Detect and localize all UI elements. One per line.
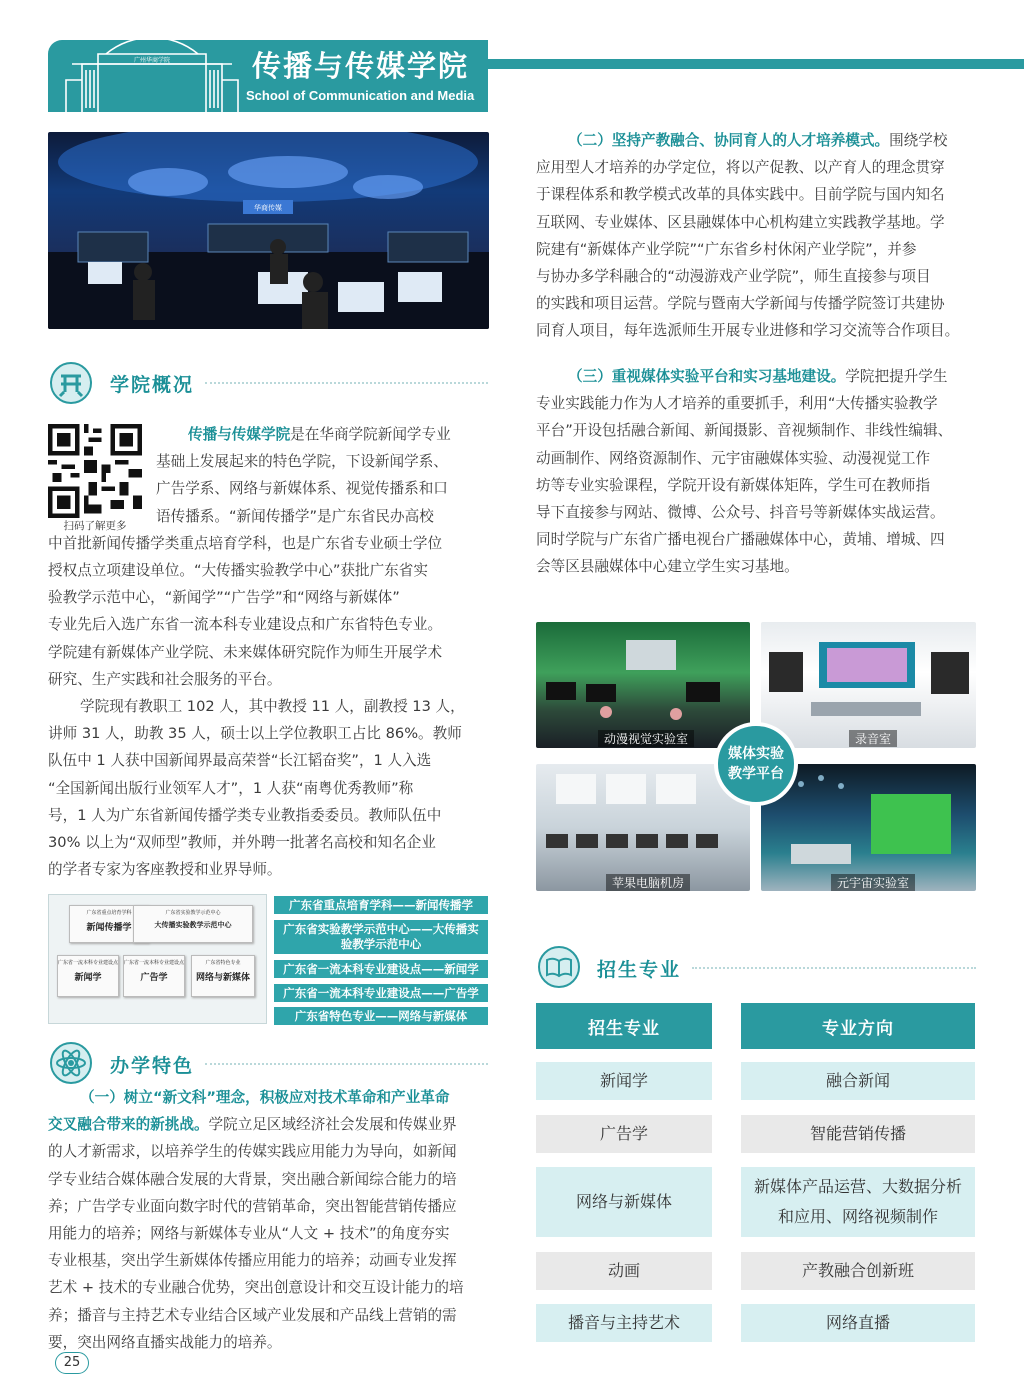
plaque-caption: 广东省特色专业 bbox=[205, 960, 241, 966]
text-line bbox=[48, 584, 489, 611]
majors-divider bbox=[692, 967, 976, 969]
major-cell: 新闻学 bbox=[536, 1062, 712, 1100]
plaques-photo bbox=[48, 894, 267, 1024]
plaque-caption: 广东省一流本科专业建设点 bbox=[124, 960, 185, 966]
overview-divider bbox=[205, 382, 488, 384]
major-cell: 网络与新媒体 bbox=[536, 1167, 712, 1237]
body-text: 与协办多学科融合的“动漫游戏产业学院”，师生直接参与项目 bbox=[536, 268, 931, 286]
text-line bbox=[536, 526, 976, 553]
text-line bbox=[48, 557, 489, 584]
plaque-title: 网络与新媒体 bbox=[195, 973, 250, 983]
media-center-photo bbox=[48, 132, 489, 329]
features-part3-text bbox=[536, 363, 976, 581]
majors-heading: 招生专业 bbox=[597, 959, 682, 981]
text-line bbox=[48, 720, 489, 747]
text-line bbox=[48, 856, 489, 883]
body-text: 互联网、专业媒体、区县融媒体中心机构建立实践教学基地。学 bbox=[536, 213, 945, 231]
body-text: 导下直接参与网站、微博、公众号、抖音号等新媒体实战运营。 bbox=[536, 504, 945, 522]
body-text: 专业实践能力作为人才培养的重要抓手，利用“大传播实验教学 bbox=[536, 395, 938, 413]
highlight-text: 交叉融合带来的新挑战。 bbox=[48, 1116, 209, 1134]
text-line bbox=[48, 1111, 489, 1138]
body-text: 学院立足区域经济社会发展和传媒业界 bbox=[208, 1116, 457, 1134]
features-part1-text bbox=[48, 1084, 489, 1356]
overview-section-icon bbox=[50, 362, 92, 404]
text-line bbox=[48, 530, 489, 557]
plaque-title: 新闻学 bbox=[74, 973, 102, 983]
text-line bbox=[48, 1274, 489, 1301]
body-text: 语传播系。“新闻传播学”是广东省民办高校 bbox=[156, 507, 434, 525]
text-line bbox=[536, 499, 976, 526]
body-text: 专业先后入选广东省一流本科专业建设点和广东省特色专业。 bbox=[48, 616, 443, 634]
body-text: 队伍中 1 人获中国新闻界最高荣誉“长江韬奋奖”，1 人入选 bbox=[48, 752, 432, 770]
text-line bbox=[48, 829, 489, 856]
text-line bbox=[48, 802, 489, 829]
plaque-caption: 广东省一流本科专业建设点 bbox=[58, 960, 119, 966]
direction-cell: 智能营销传播 bbox=[741, 1115, 975, 1153]
body-text: 院建有“新媒体产业学院”“广东省乡村休闲产业学院”，并参 bbox=[536, 240, 917, 258]
body-text: 应用型人才培养的办学定位，将以产促教、以产育人的理念贯穿 bbox=[536, 159, 945, 177]
body-text: 围绕学校 bbox=[889, 132, 948, 149]
features-section-icon bbox=[50, 1042, 92, 1084]
body-text: 专业根基，突出学生新媒体传播应用能力的培养；动画专业发挥 bbox=[48, 1252, 457, 1270]
body-text: 研究、生产实践和社会服务的平台。 bbox=[48, 670, 282, 688]
highlight-text: （三）重视媒体实验平台和实习基地建设。 bbox=[568, 368, 846, 385]
award-plaque bbox=[191, 955, 255, 997]
text-line bbox=[48, 1220, 489, 1247]
text-line bbox=[536, 317, 976, 344]
text-line bbox=[48, 503, 489, 530]
body-text: 中首批新闻传播学类重点培育学科，也是广东省专业硕士学位 bbox=[48, 534, 443, 552]
body-text: 号，1 人为广东省新闻传播学类专业教指委委员。教师队伍中 bbox=[48, 806, 442, 824]
room-photo-recording bbox=[761, 622, 976, 748]
body-text: 同育人项目，每年选派师生开展专业进修和学习交流等合作项目。 bbox=[536, 322, 960, 340]
major-cell: 播音与主持艺术 bbox=[536, 1304, 712, 1342]
text-line bbox=[48, 639, 489, 666]
text-line bbox=[48, 421, 489, 448]
text-line bbox=[48, 693, 489, 720]
plaque-caption: 广东省实验教学示范中心 bbox=[165, 910, 221, 916]
features-heading: 办学特色 bbox=[110, 1055, 195, 1077]
header-rule bbox=[480, 59, 1024, 69]
body-text: 艺术 + 技术的专业融合优势，突出创意设计和交互设计能力的培 bbox=[48, 1279, 464, 1297]
honor-tag: 广东省重点培育学科——新闻传播学 bbox=[274, 896, 488, 914]
body-text: 30% 以上为“双师型”教师，并外聘一批著名高校和知名企业 bbox=[48, 834, 436, 852]
highlight-text: （二）坚持产教融合、协同育人的人才培养模式。 bbox=[568, 132, 890, 149]
award-plaque bbox=[123, 955, 185, 997]
honor-tag: 广东省实验教学示范中心——大传播实验教学示范中心 bbox=[274, 920, 488, 954]
body-text: 养；广告学专业面向数字时代的营销革命，突出智能营销传播应 bbox=[48, 1197, 457, 1215]
room-label-recording: 录音室 bbox=[849, 730, 897, 747]
text-line bbox=[48, 1084, 489, 1111]
text-line bbox=[48, 611, 489, 638]
major-cell: 动画 bbox=[536, 1252, 712, 1290]
text-line bbox=[48, 1329, 489, 1356]
body-text: 的实践和项目运营。学院与暨南大学新闻与传播学院签订共建协 bbox=[536, 295, 945, 313]
room-label-animation: 动漫视觉实验室 bbox=[598, 730, 694, 747]
highlight-text: 传播与传媒学院 bbox=[188, 426, 291, 443]
highlight-text: （一）树立“新文科”理念，积极应对技术革命和产业革命 bbox=[80, 1089, 450, 1106]
text-line bbox=[536, 553, 976, 580]
body-text: 讲师 31 人，助教 35 人，硕士以上学位教职工占比 86%。教师 bbox=[48, 725, 462, 743]
room-label-mac-lab: 苹果电脑机房 bbox=[606, 874, 690, 891]
room-label-metaverse: 元宇宙实验室 bbox=[831, 874, 915, 891]
text-line bbox=[536, 181, 976, 208]
major-cell: 广告学 bbox=[536, 1115, 712, 1153]
text-line bbox=[536, 363, 976, 390]
body-text: 养；播音与主持艺术专业结合区域产业发展和产品线上营销的需 bbox=[48, 1306, 457, 1324]
body-text: 是在华商学院新闻学专业 bbox=[290, 426, 451, 443]
text-line bbox=[536, 290, 976, 317]
honor-tag: 广东省一流本科专业建设点——新闻学 bbox=[274, 960, 488, 978]
screen-text: 华商传媒 bbox=[254, 204, 282, 212]
text-line bbox=[48, 1247, 489, 1274]
school-gate-icon bbox=[62, 18, 242, 112]
award-plaque bbox=[57, 955, 119, 997]
text-line bbox=[536, 263, 976, 290]
platform-center-label: 媒体实验教学平台 bbox=[728, 746, 784, 782]
text-line bbox=[536, 417, 976, 444]
plaque-title: 广告学 bbox=[140, 973, 168, 983]
qr-caption: 扫码了解更多 bbox=[63, 520, 127, 532]
text-line bbox=[48, 475, 489, 502]
text-line bbox=[48, 1166, 489, 1193]
honor-tag: 广东省特色专业——网络与新媒体 bbox=[274, 1007, 488, 1025]
text-line bbox=[48, 775, 489, 802]
body-text: 于课程体系和教学模式改革的具体实践中。目前学院与国内知名 bbox=[536, 186, 945, 204]
body-text: 动画制作、网络资源制作、元宇宙融媒体实验、动漫视觉工作 bbox=[536, 449, 931, 467]
text-line bbox=[536, 390, 976, 417]
body-text: 验教学示范中心，“新闻学”“广告学”和“网络与新媒体” bbox=[48, 589, 400, 607]
body-text: 要，突出网络直播实战能力的培养。 bbox=[48, 1333, 282, 1351]
text-line bbox=[48, 666, 489, 693]
body-text: 用能力的培养；网络与新媒体专业从“人文 + 技术”的角度夯实 bbox=[48, 1225, 450, 1243]
body-text: 广告学系、网络与新媒体系、视觉传播系和口 bbox=[156, 480, 448, 498]
body-text: 同时学院与广东省广播电视台广播融媒体中心，黄埔、增城、四 bbox=[536, 531, 945, 549]
text-line bbox=[536, 472, 976, 499]
direction-cell: 产教融合创新班 bbox=[741, 1252, 975, 1290]
body-text: 学院建有新媒体产业学院、未来媒体研究院作为师生开展学术 bbox=[48, 643, 443, 661]
body-text: 学专业结合媒体融合发展的大背景，突出融合新闻综合能力的培 bbox=[48, 1170, 457, 1188]
overview-text bbox=[48, 421, 489, 883]
text-line bbox=[536, 209, 976, 236]
direction-cell: 融合新闻 bbox=[741, 1062, 975, 1100]
text-line bbox=[536, 127, 976, 154]
award-plaque bbox=[133, 905, 253, 943]
body-text: 的人才新需求，以培养学生的传媒实践应用能力为导向，如新闻 bbox=[48, 1143, 457, 1161]
plaque-caption: 广东省重点培育学科 bbox=[86, 910, 132, 916]
platform-center-badge bbox=[714, 722, 798, 806]
gate-text: 广州华商学院 bbox=[133, 57, 171, 64]
body-text: 会等区县融媒体中心建立学生实习基地。 bbox=[536, 558, 799, 576]
direction-cell: 网络直播 bbox=[741, 1304, 975, 1342]
honor-tag: 广东省一流本科专业建设点——广告学 bbox=[274, 984, 488, 1002]
body-text: “全国新闻出版行业领军人才”，1 人获“南粤优秀教师”称 bbox=[48, 779, 414, 797]
text-line bbox=[48, 448, 489, 475]
page-title: 传播与传媒学院 bbox=[252, 49, 470, 83]
majors-col1-header: 招生专业 bbox=[536, 1003, 712, 1049]
features-part2-text bbox=[536, 127, 976, 345]
text-line bbox=[536, 236, 976, 263]
plaque-title: 新闻传播学 bbox=[86, 923, 132, 933]
text-line bbox=[536, 445, 976, 472]
body-text: 学院现有教职工 102 人，其中教授 11 人，副教授 13 人， bbox=[80, 698, 465, 716]
body-text: 的学者专家为客座教授和业界导师。 bbox=[48, 861, 282, 879]
text-line bbox=[48, 1193, 489, 1220]
page-subtitle: School of Communication and Media bbox=[246, 88, 475, 103]
body-text: 坊等专业实验课程，学院开设有新媒体矩阵，学生可在教师指 bbox=[536, 476, 931, 494]
direction-cell: 新媒体产品运营、大数据分析和应用、网络视频制作 bbox=[741, 1167, 975, 1237]
features-divider bbox=[205, 1063, 488, 1065]
text-line bbox=[48, 747, 489, 774]
body-text: 基础上发展起来的特色学院，下设新闻学系、 bbox=[156, 453, 448, 471]
body-text: 授权点立项建设单位。“大传播实验教学中心”获批广东省实 bbox=[48, 562, 428, 580]
text-line bbox=[48, 1138, 489, 1165]
overview-heading: 学院概况 bbox=[110, 374, 195, 396]
room-photo-animation bbox=[536, 622, 750, 748]
page-number: 25 bbox=[55, 1352, 89, 1374]
majors-col2-header: 专业方向 bbox=[741, 1003, 975, 1049]
text-line bbox=[48, 1302, 489, 1329]
majors-section-icon bbox=[538, 946, 580, 988]
body-text: 平台”开设包括融合新闻、新闻摄影、音视频制作、非线性编辑、 bbox=[536, 422, 953, 440]
plaque-title: 大传播实验教学示范中心 bbox=[154, 920, 232, 929]
body-text: 学院把提升学生 bbox=[845, 368, 948, 385]
text-line bbox=[536, 154, 976, 181]
